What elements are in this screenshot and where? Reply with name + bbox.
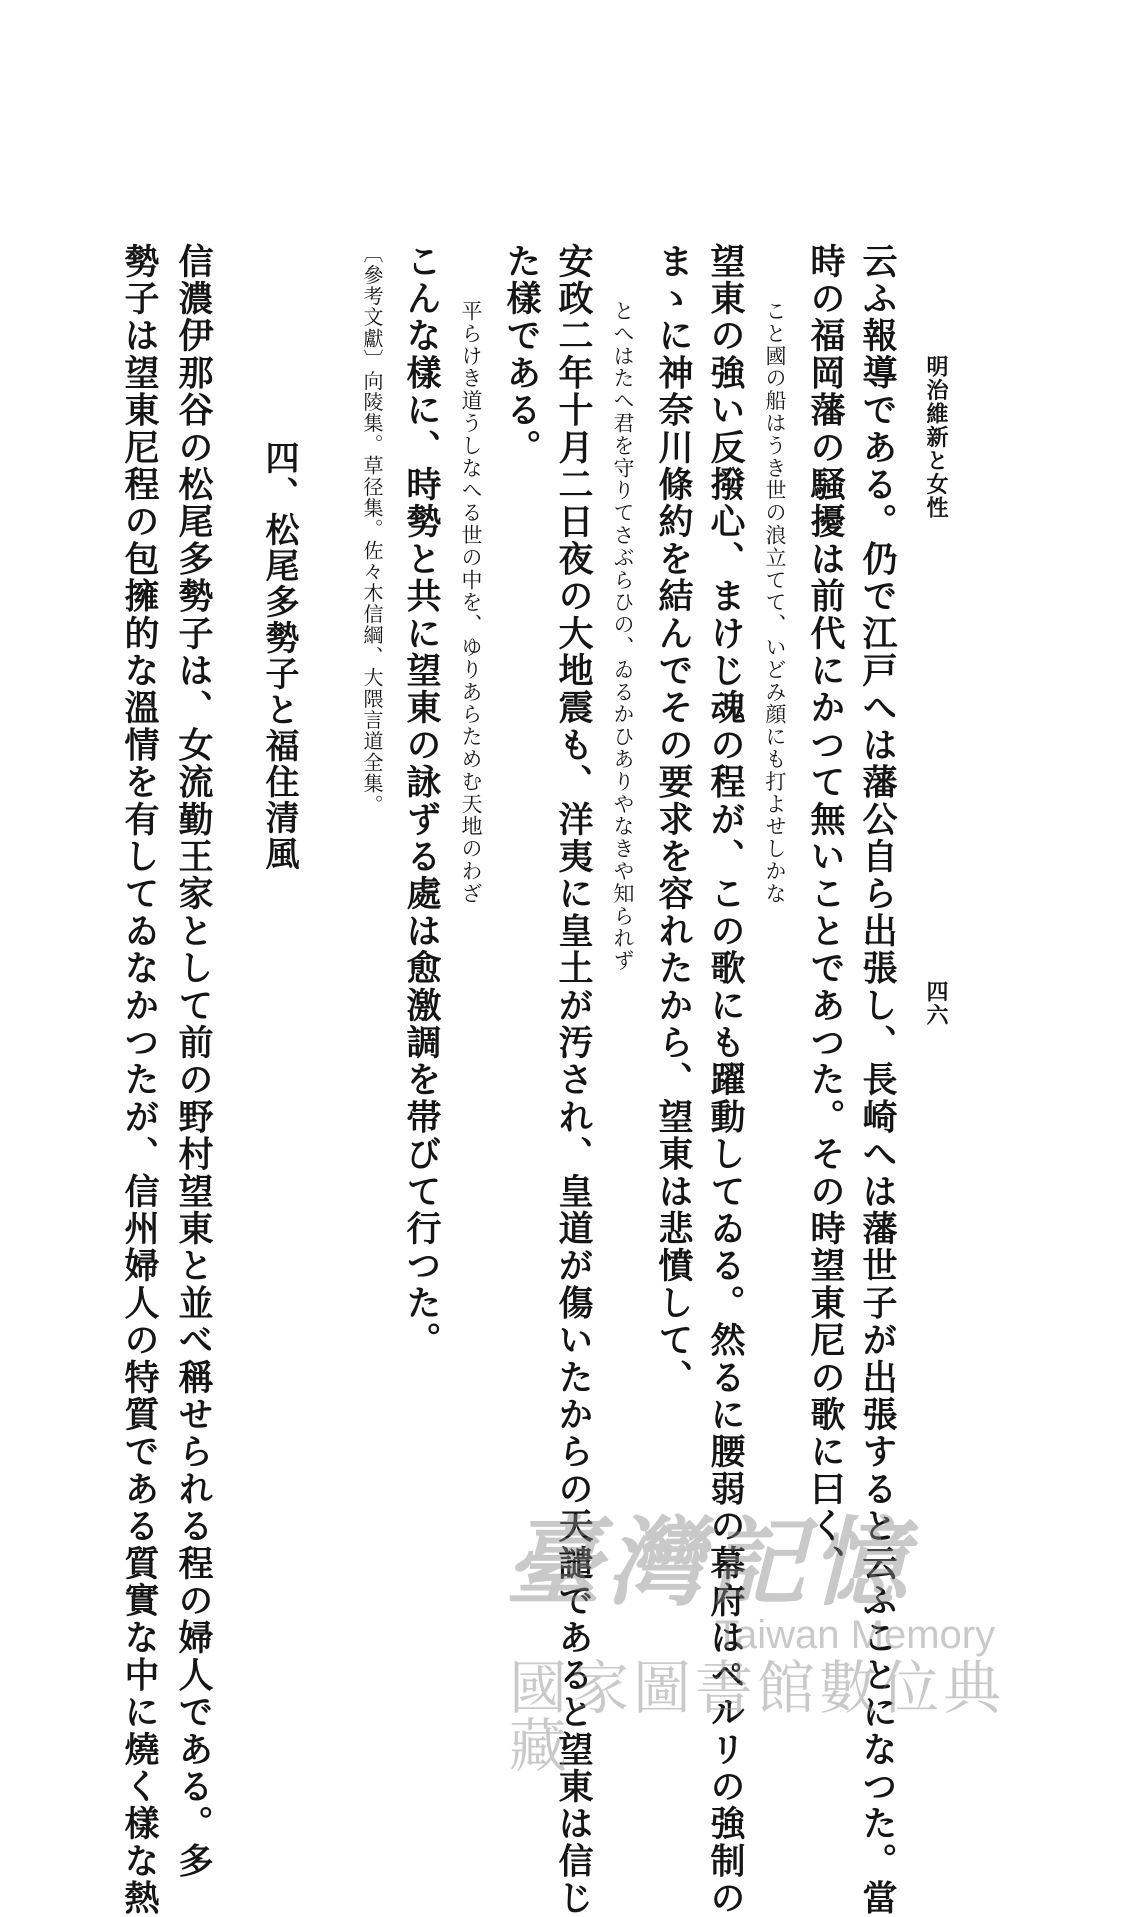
text-column-1: 云ふ報導である。仍で江戸へは藩公自ら出張し、長崎へは藩世子が出張すると云ふことになつた。當	[857, 243, 898, 1917]
watermark-institution: 國家圖書館數位典藏	[509, 1656, 1006, 1779]
poem-2: とへはたへ君を守りてさぶらひの、ゐるかひありやなきや知られず	[611, 300, 635, 972]
poem-1: こと國の船はうき世の浪立てて、いどみ顔にも打よせしかな	[763, 300, 787, 905]
poem-3: 平らけき道うしなへる世の中を、ゆりあらためむ天地のわざ	[459, 300, 483, 905]
text-column-3: 望東の強い反撥心、まけじ魂の程が、この歌にも躍動してゐる。然るに腰弱の幕府はペルリの強制の	[705, 243, 746, 1917]
text-column-8: 信濃伊那谷の松尾多勢子は、女流勤王家として前の野村望東と並べ稱せられる程の婦人である。多	[173, 243, 214, 1880]
section-heading: 四、松尾多勢子と福住清風	[259, 440, 299, 872]
text-column-9: 勢子は望東尼程の包擁的な溫情を有してゐなかつたが、信州婦人の特質である質實な中に燒く樣な熱	[119, 243, 160, 1917]
text-column-5: 安政二年十月二日夜の大地震も、洋夷に皇土が汚され、皇道が傷いたからの天譴であると望東は信じ	[553, 243, 594, 1917]
running-title: 明治維新と女性	[923, 355, 949, 520]
watermark-english: Taiwan Memory	[715, 1613, 996, 1657]
text-column-6: た樣である。	[501, 243, 542, 467]
references: 〔參考文獻〕向陵集。草径集。佐々木信綱、大隈言道全集。	[360, 243, 384, 816]
text-column-4: まゝに神奈川條約を結んでその要求を容れたから、望東は悲憤して、	[653, 243, 694, 1397]
page-number: 四六	[923, 980, 949, 1027]
watermark-logo: 臺灣記憶	[505, 1506, 913, 1619]
text-column-7: こんな樣に、時勢と共に望東の詠ずる處は愈激調を帯びて行つた。	[401, 243, 442, 1360]
text-column-2: 時の福岡藩の騒擾は前代にかつて無いことであつた。その時望東尼の歌に曰く、	[805, 243, 846, 1583]
